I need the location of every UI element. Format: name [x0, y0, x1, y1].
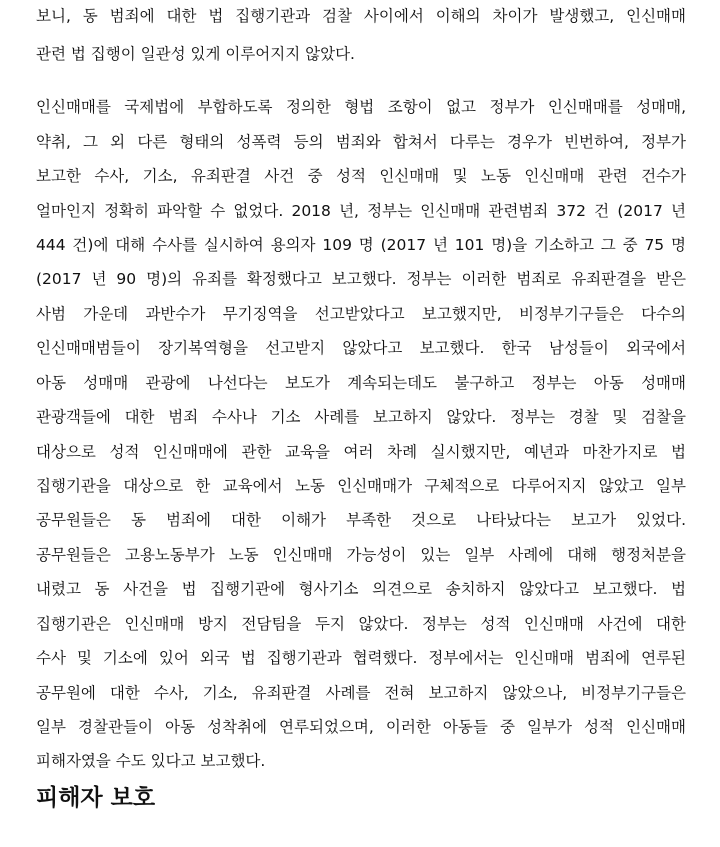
text-line: 집행기관을 대상으로 한 교육에서 노동 인신매매가 구체적으로 다루어지지 않았고 일부 [36, 477, 686, 495]
text-line: 약취, 그 외 다른 형태의 성폭력 등의 범죄와 합쳐서 다루는 경우가 빈번하여, 정부가 [36, 133, 686, 151]
text-line: 444 건)에 대해 수사를 실시하여 용의자 109 명 (2017 년 101 명)을 기소하고 그 중 75 명 [36, 236, 686, 254]
text-line: 관련 법 집행이 일관성 있게 이루어지지 않았다. [36, 45, 355, 63]
text-line: 집행기관은 인신매매 방지 전담팀을 두지 않았다. 정부는 성적 인신매매 사건에 대한 [36, 615, 686, 633]
text-line: 인신매매를 국제법에 부합하도록 정의한 형법 조항이 없고 정부가 인신매매를 성매매, [36, 98, 686, 116]
text-line: 아동 성매매 관광에 나선다는 보도가 계속되는데도 불구하고 정부는 아동 성매매 [36, 374, 686, 392]
text-line: 사범 가운데 과반수가 무기징역을 선고받았다고 보고했지만, 비정부기구들은 다수의 [36, 305, 686, 323]
text-line: 보고한 수사, 기소, 유죄판결 사건 중 성적 인신매매 및 노동 인신매매 관련 건수가 [36, 167, 686, 185]
text-line: 수사 및 기소에 있어 외국 법 집행기관과 협력했다. 정부에서는 인신매매 범죄에 연루된 [36, 649, 686, 667]
text-line: 피해자였을 수도 있다고 보고했다. [36, 752, 266, 770]
text-line: 일부 경찰관들이 아동 성착취에 연루되었으며, 이러한 아동들 중 일부가 성적 인신매매 [36, 718, 686, 736]
text-line: 내렸고 동 사건을 법 집행기관에 형사기소 의견으로 송치하지 않았다고 보고했다. 법 [36, 580, 686, 598]
text-line: 보니, 동 범죄에 대한 법 집행기관과 검찰 사이에서 이해의 차이가 발생했고, 인신매매 [36, 7, 686, 25]
section-heading: 피해자 보호 [36, 785, 156, 811]
text-line: 관광객들에 대한 범죄 수사나 기소 사례를 보고하지 않았다. 정부는 경찰 및 검찰을 [36, 408, 686, 426]
text-line: 인신매매범들이 장기복역형을 선고받지 않았다고 보고했다. 한국 남성들이 외국에서 [36, 339, 686, 357]
text-line: 대상으로 성적 인신매매에 관한 교육을 여러 차례 실시했지만, 예년과 마찬가지로 법 [36, 443, 686, 461]
text-line: 공무원들은 동 범죄에 대한 이해가 부족한 것으로 나타났다는 보고가 있었다. [36, 511, 686, 529]
text-line: 공무원에 대한 수사, 기소, 유죄판결 사례를 전혀 보고하지 않았으나, 비정부기구들은 [36, 684, 686, 702]
text-line: (2017 년 90 명)의 유죄를 확정했다고 보고했다. 정부는 이러한 범죄로 유죄판결을 받은 [36, 270, 686, 288]
text-line: 공무원들은 고용노동부가 노동 인신매매 가능성이 있는 일부 사례에 대해 행정처분을 [36, 546, 686, 564]
text-line: 얼마인지 정확히 파악할 수 없었다. 2018 년, 정부는 인신매매 관련범죄 372 건 (2017 년 [36, 202, 686, 220]
